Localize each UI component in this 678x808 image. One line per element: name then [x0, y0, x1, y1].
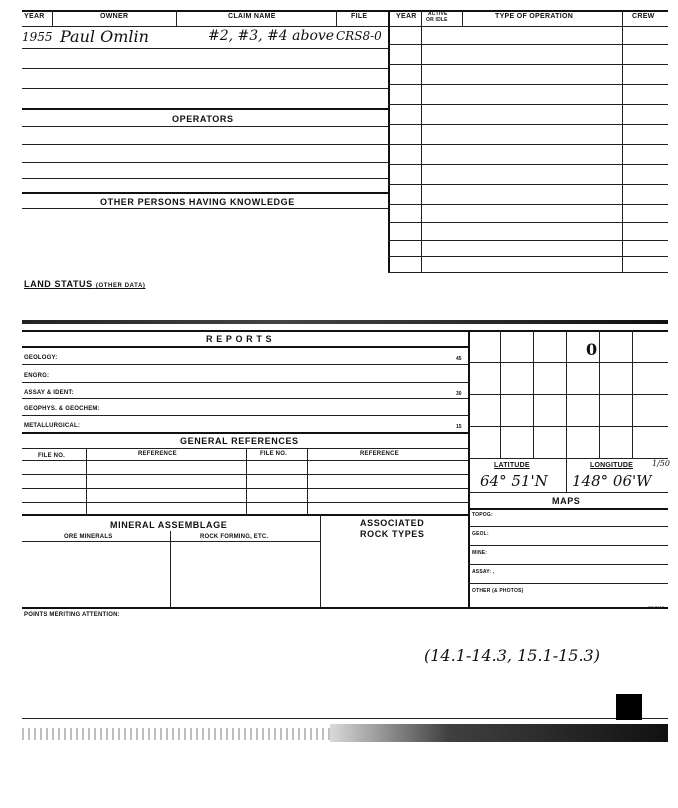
header-claim-name: CLAIM NAME: [228, 13, 276, 20]
header-owner: OWNER: [100, 13, 129, 20]
report-num-30: 30: [456, 391, 462, 397]
maps-mine: MINE:: [472, 550, 488, 556]
maps-topog: TOPOG:: [472, 512, 493, 518]
maps-other: OTHER (& PHOTOS): [472, 588, 524, 594]
report-num-15: 15: [456, 424, 462, 430]
ref-reference-2: REFERENCE: [360, 451, 399, 457]
report-metallurgical: METALLURGICAL:: [24, 423, 81, 429]
latitude-label: LATITUDE: [494, 462, 530, 469]
header-type-of-operation: TYPE OF OPERATION: [495, 13, 574, 20]
report-num-45: 45: [456, 356, 462, 362]
report-geology: GEOLOGY:: [24, 355, 58, 361]
entry-file: CRS8-0: [336, 29, 382, 43]
report-assay: ASSAY & IDENT:: [24, 390, 74, 396]
longitude-value: 148° 06'W: [572, 472, 652, 490]
ref-file-no-2: FILE NO.: [260, 451, 287, 457]
ref-reference-1: REFERENCE: [138, 451, 177, 457]
section-maps: MAPS: [552, 496, 581, 506]
maps-assay: ASSAY: ,: [472, 569, 495, 575]
section-reports: R E P O R T S: [206, 334, 273, 344]
grid-mark: 0: [586, 340, 598, 359]
header-year-2: YEAR: [396, 13, 417, 20]
entry-claim-name: #2, #3, #4 above: [208, 28, 335, 44]
land-status-label: LAND STATUS: [24, 279, 93, 289]
section-other-persons: OTHER PERSONS HAVING KNOWLEDGE: [100, 197, 295, 207]
report-engrg: ENGRG:: [24, 373, 50, 379]
section-land-status: [24, 279, 146, 289]
ref-file-no-1: FILE NO.: [38, 453, 65, 459]
associated-2: ROCK TYPES: [360, 529, 425, 539]
longitude-corner-note: 1/50: [652, 459, 670, 468]
header-year: YEAR: [24, 13, 45, 20]
black-corner-block: [616, 694, 642, 720]
form-number: SF 7915: [648, 605, 665, 610]
handwritten-page-note: (14.1-14.3, 15.1-15.3): [424, 646, 600, 665]
scan-edge-speckle: [22, 728, 330, 740]
land-status-note: (OTHER DATA): [95, 283, 146, 289]
rock-forming: ROCK FORMING, ETC.: [200, 534, 269, 540]
section-general-references: GENERAL REFERENCES: [180, 436, 299, 446]
entry-owner: Paul Omlin: [60, 27, 149, 46]
longitude-label: LONGITUDE: [590, 462, 634, 469]
section-mineral-assemblage: MINERAL ASSEMBLAGE: [110, 520, 228, 530]
latitude-value: 64° 51'N: [480, 472, 548, 490]
ore-minerals: ORE MINERALS: [64, 534, 113, 540]
associated-1: ASSOCIATED: [360, 518, 425, 528]
section-operators: OPERATORS: [172, 114, 234, 124]
entry-year: 1955: [22, 30, 53, 44]
header-crew: CREW: [632, 13, 655, 20]
scan-smudge-top: [22, 320, 668, 324]
maps-geol: GEOL:: [472, 531, 489, 537]
scan-edge-smudge: [330, 724, 668, 742]
report-geophys: GEOPHYS. & GEOCHEM:: [24, 406, 100, 412]
header-file: FILE: [351, 13, 368, 20]
points-meriting-attention: POINTS MERITING ATTENTION:: [24, 612, 120, 618]
header-active-2: OR IDLE: [426, 17, 448, 23]
header-active-1: ACTIVE: [428, 11, 448, 17]
